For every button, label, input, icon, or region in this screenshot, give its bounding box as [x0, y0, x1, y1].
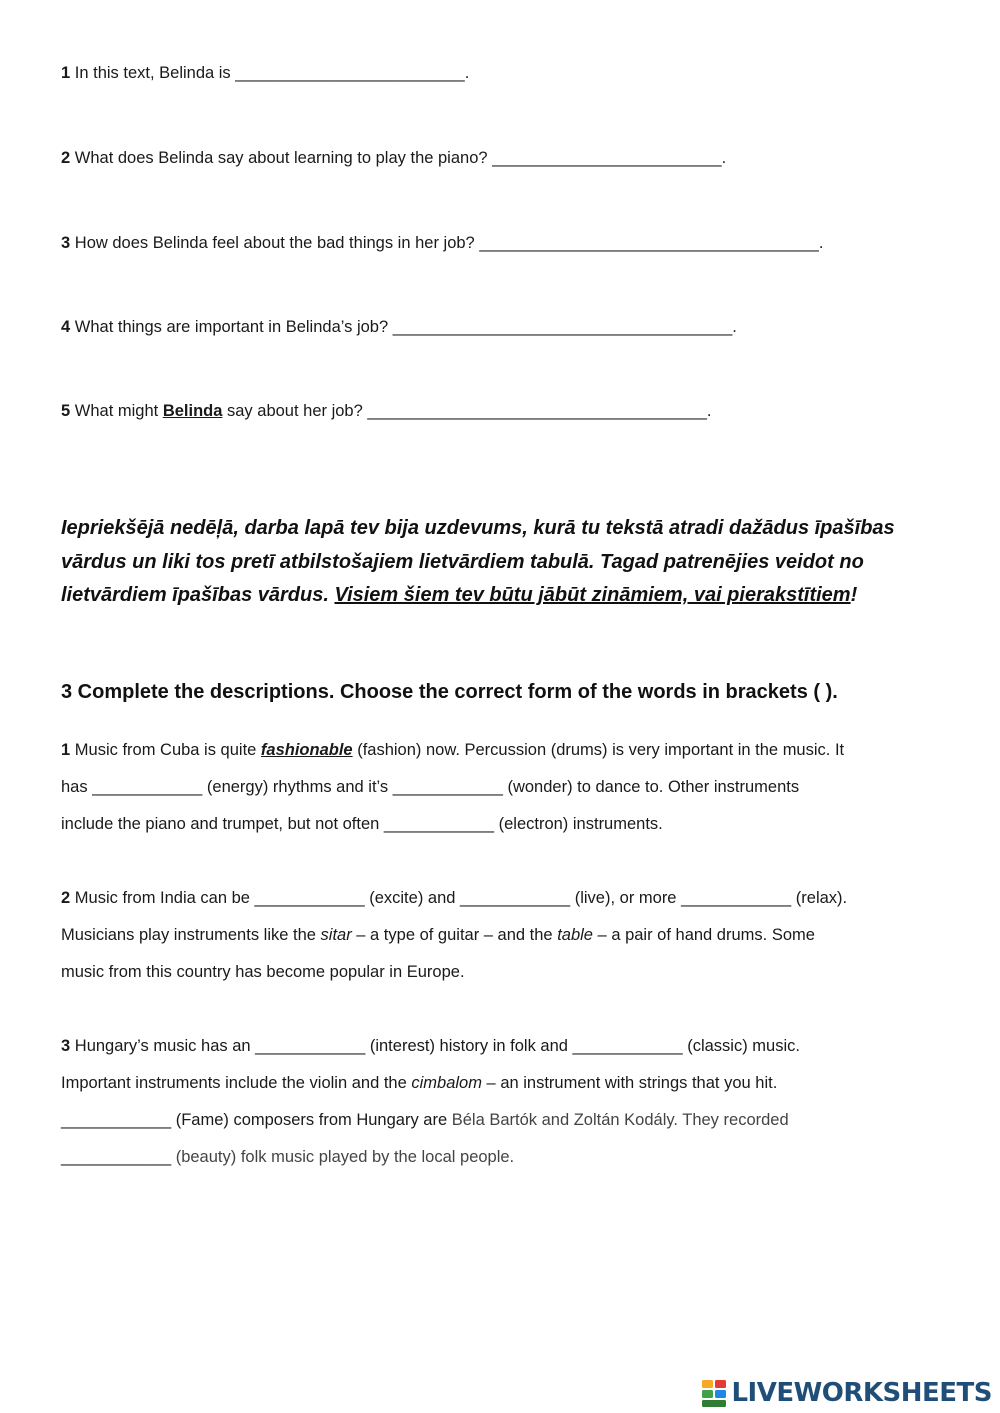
- instruction-line: Iepriekšējā nedēļā, darba lapā tev bija uzdevums, kurā tu tekstā atradi dažādus īpašības: [61, 517, 895, 539]
- question-5: [61, 401, 711, 421]
- blank-beauty[interactable]: ____________: [61, 1148, 172, 1166]
- instruction-exclaim: !: [850, 584, 858, 606]
- paragraph-line: [61, 1139, 941, 1176]
- question-number: 2: [61, 149, 71, 167]
- text: (electron) instruments.: [494, 815, 663, 833]
- paragraph-number: 2: [61, 889, 71, 907]
- answer-blank[interactable]: _____________________________________: [367, 402, 707, 420]
- text: – a type of guitar – and the: [351, 926, 558, 944]
- question-2: [61, 148, 726, 168]
- instruction-line: vārdus un liki tos pretī atbilstošajiem lietvārdiem tabulā. Tagad patrenējies veidot no: [61, 550, 864, 573]
- paragraph-line: [61, 1102, 941, 1139]
- text: include the piano and trumpet, but not often: [61, 815, 384, 833]
- text: (interest) history in folk and: [365, 1037, 573, 1055]
- liveworksheets-mark-icon: [701, 1378, 727, 1408]
- question-text: How does Belinda feel about the bad things in her job?: [70, 234, 480, 252]
- text: – a pair of hand drums. Some: [592, 926, 815, 944]
- paragraph-number: 1: [61, 741, 71, 759]
- italic-term: table: [557, 926, 593, 944]
- blank-energy[interactable]: ____________: [92, 778, 203, 796]
- latvian-instruction: [61, 512, 941, 613]
- text: (energy) rhythms and it’s: [202, 778, 393, 796]
- text: (fashion) now. Percussion (drums) is very important in the music. It: [352, 741, 845, 759]
- logo-text: LIVEWORKSHEETS: [731, 1378, 992, 1408]
- paragraph-3: [61, 1028, 941, 1176]
- paragraph-line: music from this country has become popular in Europe.: [61, 963, 465, 981]
- question-4: [61, 317, 737, 337]
- punctuation: .: [721, 149, 727, 167]
- paragraph-number: 3: [61, 1037, 71, 1055]
- blank-excite[interactable]: ____________: [254, 889, 365, 907]
- liveworksheets-logo: [701, 1375, 992, 1411]
- paragraph-line: [61, 732, 941, 769]
- text: Music from Cuba is quite: [70, 741, 261, 759]
- paragraph-1: [61, 732, 941, 843]
- question-3: [61, 233, 823, 253]
- blank-interest[interactable]: ____________: [255, 1037, 366, 1055]
- italic-term: sitar: [320, 926, 352, 944]
- question-text: What might: [70, 402, 163, 420]
- text: (beauty) folk music played by the local people.: [171, 1148, 515, 1166]
- text: (Fame) composers from Hungary are: [171, 1111, 452, 1129]
- text: has: [61, 778, 93, 796]
- question-text-end: say about her job?: [222, 402, 368, 420]
- text: Music from India can be: [70, 889, 255, 907]
- italic-term: cimbalom: [411, 1074, 482, 1092]
- answer-blank[interactable]: _________________________: [235, 64, 465, 82]
- text: – an instrument with strings that you hit.: [481, 1074, 778, 1092]
- text: Musicians play instruments like the: [61, 926, 321, 944]
- paragraph-line: [61, 1028, 941, 1065]
- blank-electron[interactable]: ____________: [383, 815, 495, 833]
- blank-classic[interactable]: ____________: [572, 1037, 683, 1055]
- paragraph-line: [61, 806, 941, 843]
- question-number: 3: [61, 234, 71, 252]
- question-number: 4: [61, 318, 71, 336]
- text: Béla Bartók and Zoltán Kodály. They recorded: [451, 1111, 789, 1129]
- text: (relax).: [791, 889, 848, 907]
- text: Important instruments include the violin and the: [61, 1074, 412, 1092]
- text: (classic) music.: [682, 1037, 800, 1055]
- blank-wonder[interactable]: ____________: [392, 778, 503, 796]
- question-text: What does Belinda say about learning to play the piano?: [70, 149, 493, 167]
- instruction-text: lietvārdiem īpašības vārdus.: [61, 584, 335, 606]
- punctuation: .: [464, 64, 470, 82]
- answer-blank[interactable]: _____________________________________: [392, 318, 733, 336]
- question-number: 1: [61, 64, 71, 82]
- exercise-title: 3 Complete the descriptions. Choose the correct form of the words in brackets ( ).: [61, 681, 838, 703]
- answer-blank[interactable]: _________________________: [492, 149, 722, 167]
- example-answer: fashionable: [260, 741, 353, 759]
- answer-blank[interactable]: _____________________________________: [479, 234, 819, 252]
- instruction-underlined: Visiem šiem tev būtu jābūt zināmiem, vai pierakstītiem: [334, 584, 851, 606]
- blank-live[interactable]: ____________: [460, 889, 571, 907]
- punctuation: .: [818, 234, 824, 252]
- paragraph-line: [61, 769, 941, 806]
- paragraph-line: [61, 880, 941, 917]
- blank-fame[interactable]: ____________: [61, 1111, 172, 1129]
- instruction-line: [61, 579, 941, 613]
- question-text: What things are important in Belinda’s job?: [70, 318, 393, 336]
- blank-relax[interactable]: ____________: [681, 889, 792, 907]
- text: (wonder) to dance to. Other instruments: [502, 778, 800, 796]
- paragraph-2: [61, 880, 941, 991]
- text: (live), or more: [570, 889, 682, 907]
- paragraph-line: [61, 1065, 941, 1102]
- question-1: [61, 63, 469, 83]
- text: (excite) and: [364, 889, 461, 907]
- text: Hungary’s music has an: [70, 1037, 256, 1055]
- belinda-word: Belinda: [162, 402, 223, 420]
- punctuation: .: [706, 402, 712, 420]
- question-text: In this text, Belinda is: [70, 64, 236, 82]
- paragraph-line: [61, 917, 941, 954]
- question-number: 5: [61, 402, 71, 420]
- punctuation: .: [732, 318, 737, 336]
